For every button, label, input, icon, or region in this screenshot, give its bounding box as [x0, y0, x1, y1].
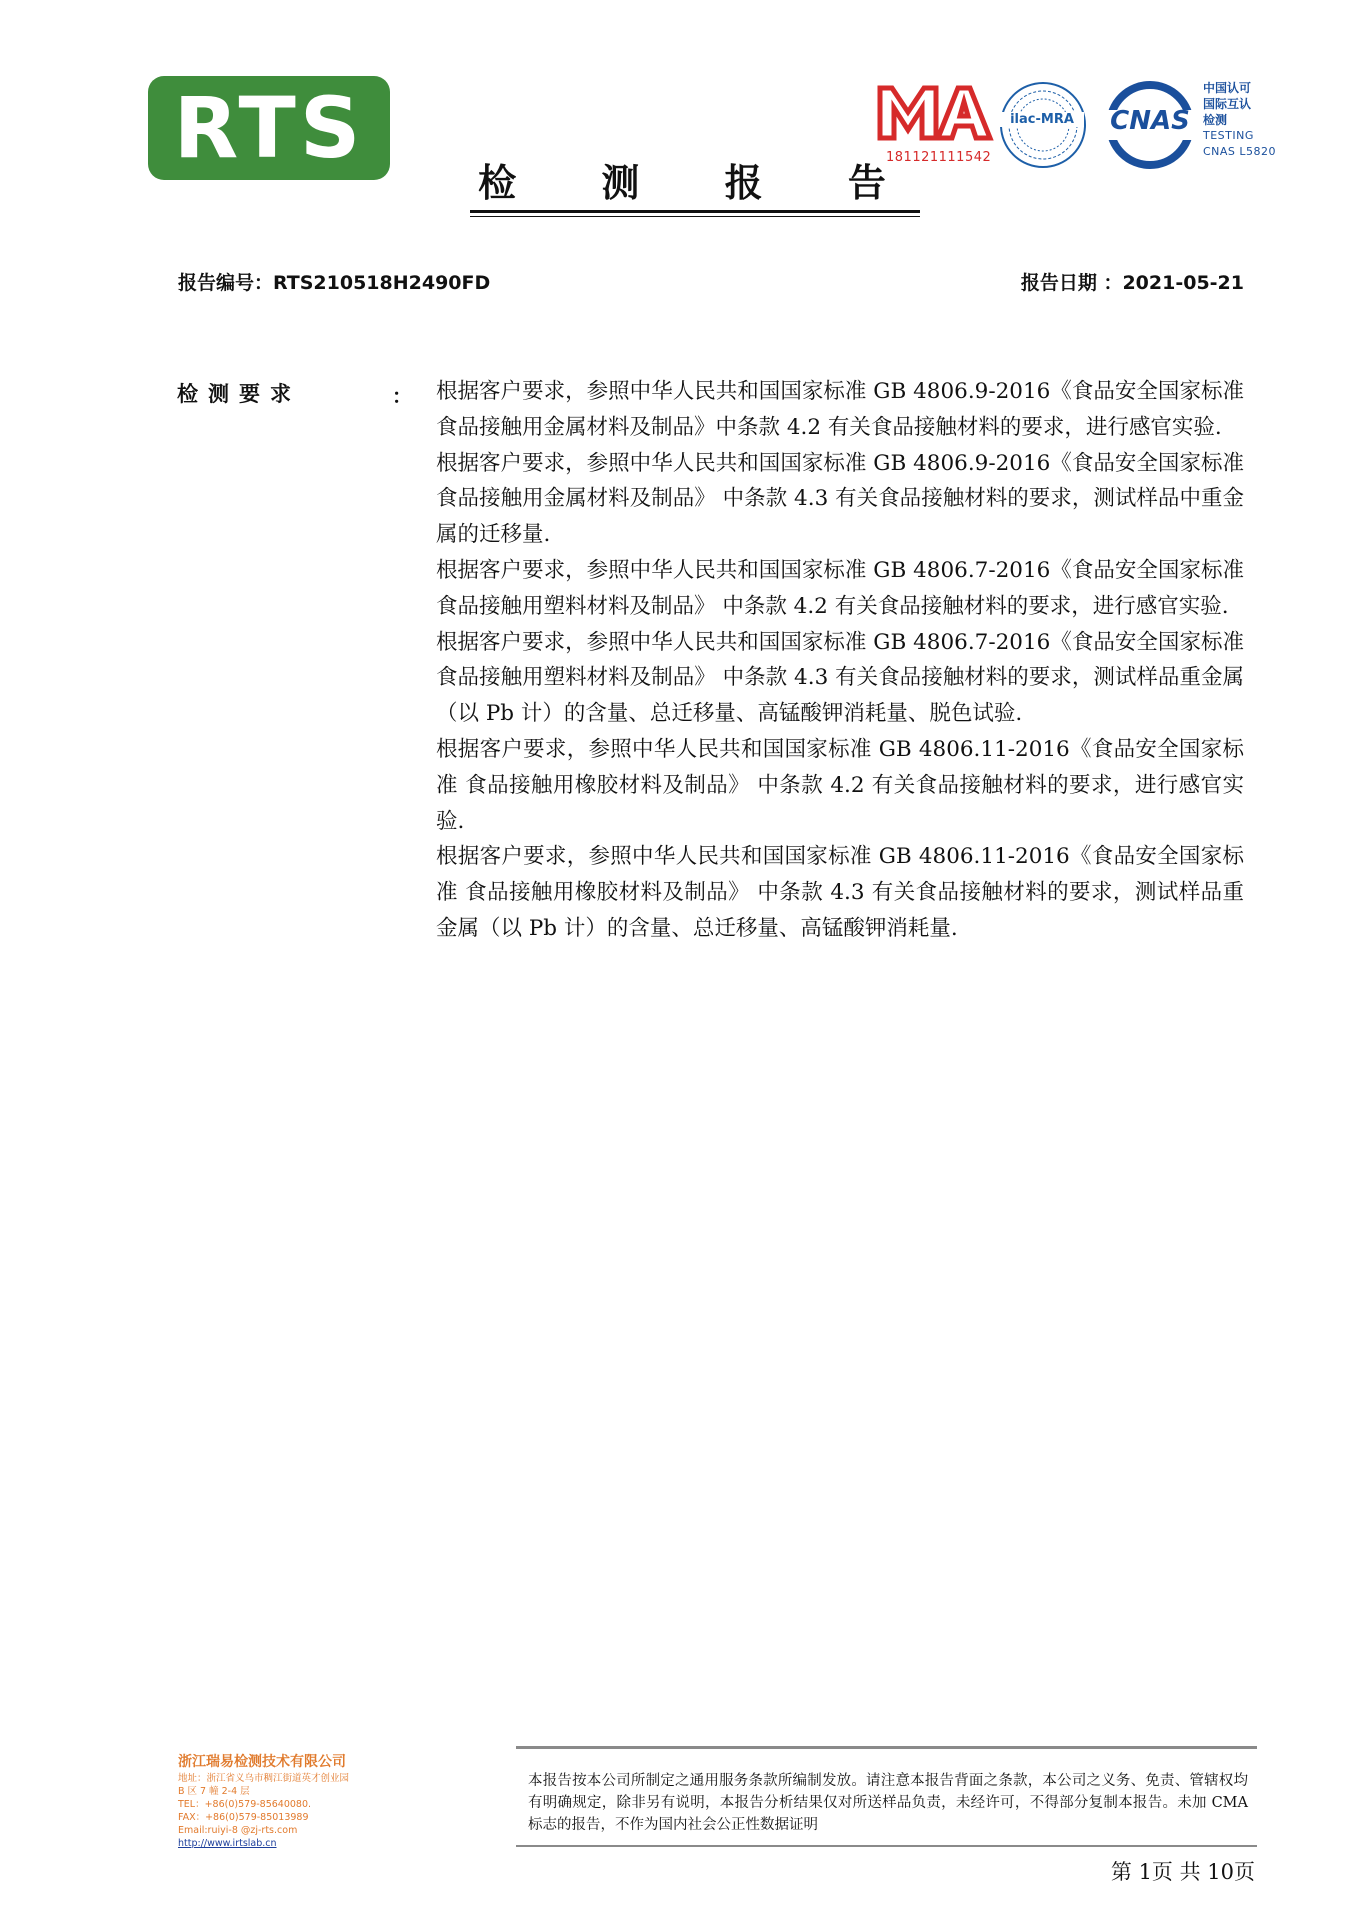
footer-disclaimer: 本报告按本公司所制定之通用服务条款所编制发放。请注意本报告背面之条款，本公司之义务、免责、管辖权均有明确规定，除非另有说明，本报告分析结果仅对所送样品负责，未经许可，不得部分复制本报告。未加 CMA 标志的报告，不作为国内社会公正性数据证明: [528, 1773, 1248, 1833]
requirement-paragraph: 根据客户要求，参照中华人民共和国国家标准 GB 4806.9-2016《食品安全国家标准 食品接触用金属材料及制品》 中条款 4.3 有关食品接触材料的要求，测试样品中重金属的迁移量.: [436, 450, 1244, 548]
footer-divider-bottom: [516, 1845, 1257, 1847]
title-underline-thin: [470, 216, 920, 217]
company-address-2: B 区 7 幢 2-4 层: [178, 1786, 250, 1797]
page-number: 第 1页 共 10页: [1110, 1860, 1255, 1884]
accreditation-marks: [872, 76, 1277, 176]
requirement-paragraph: 根据客户要求，参照中华人民共和国国家标准 GB 4806.9-2016《食品安全国家标准 食品接触用金属材料及制品》中条款 4.2 有关食品接触材料的要求，进行感官实验.: [436, 379, 1244, 440]
ilac-mra-text: ilac-MRA: [1000, 112, 1084, 127]
company-name: 浙江瑞易检测技术有限公司: [178, 1754, 346, 1770]
requirement-paragraph: 根据客户要求，参照中华人民共和国国家标准 GB 4806.7-2016《食品安全国家标准 食品接触用塑料材料及制品》 中条款 4.2 有关食品接触材料的要求，进行感官实验.: [436, 557, 1244, 619]
cma-mark-icon: [872, 80, 994, 148]
requirements-colon: ：: [392, 384, 412, 408]
requirement-paragraph: 根据客户要求，参照中华人民共和国国家标准 GB 4806.7-2016《食品安全国家标准 食品接触用塑料材料及制品》 中条款 4.3 有关食品接触材料的要求，测试样品重金属（以 Pb 计）的含量、总迁移量、高锰酸钾消耗量、脱色试验.: [436, 629, 1244, 727]
cnas-side-line: CNAS L5820: [1203, 145, 1277, 158]
requirements-body: [436, 374, 1244, 947]
company-address: 地址：浙江省义乌市稠江街道英才创业园: [178, 1773, 350, 1784]
cnas-side-line: 国际互认: [1203, 97, 1252, 111]
cnas-side-line: 检测: [1203, 113, 1228, 127]
cnas-side-text: [1203, 80, 1281, 160]
company-fax: FAX：+86(0)579-85013989: [178, 1812, 309, 1823]
company-info: [178, 1752, 418, 1850]
requirement-paragraph: 根据客户要求，参照中华人民共和国国家标准 GB 4806.11-2016《食品安全国家标准 食品接触用橡胶材料及制品》 中条款 4.2 有关食品接触材料的要求，进行感官实验.: [436, 736, 1244, 834]
title-underline: [470, 210, 920, 213]
cnas-side-line: 中国认可: [1203, 81, 1252, 95]
company-tel: TEL：+86(0)579-85640080.: [178, 1799, 312, 1810]
requirement-paragraph: 根据客户要求，参照中华人民共和国国家标准 GB 4806.11-2016《食品安全国家标准 食品接触用橡胶材料及制品》 中条款 4.3 有关食品接触材料的要求，测试样品重金属（以 Pb 计）的含量、总迁移量、高锰酸钾消耗量.: [436, 844, 1244, 941]
report-number: 报告编号：RTS210518H2490FD: [178, 272, 491, 294]
company-email: Email:ruiyi-8 @zj-rts.com: [178, 1825, 298, 1836]
company-website-link[interactable]: http://www.irtslab.cn: [178, 1838, 277, 1849]
footer-divider: [516, 1746, 1257, 1749]
cma-number: 181121111542: [886, 150, 992, 165]
requirements-label: 检测要求: [177, 382, 301, 406]
document-title: 检 测 报 告: [478, 161, 922, 205]
rts-logo: [148, 76, 390, 180]
rts-logo-text: RTS: [173, 79, 365, 177]
cnas-side-line: TESTING: [1203, 129, 1254, 142]
cnas-text: CNAS: [1110, 106, 1190, 136]
report-date: 报告日期 ：2021-05-21: [1020, 272, 1244, 294]
